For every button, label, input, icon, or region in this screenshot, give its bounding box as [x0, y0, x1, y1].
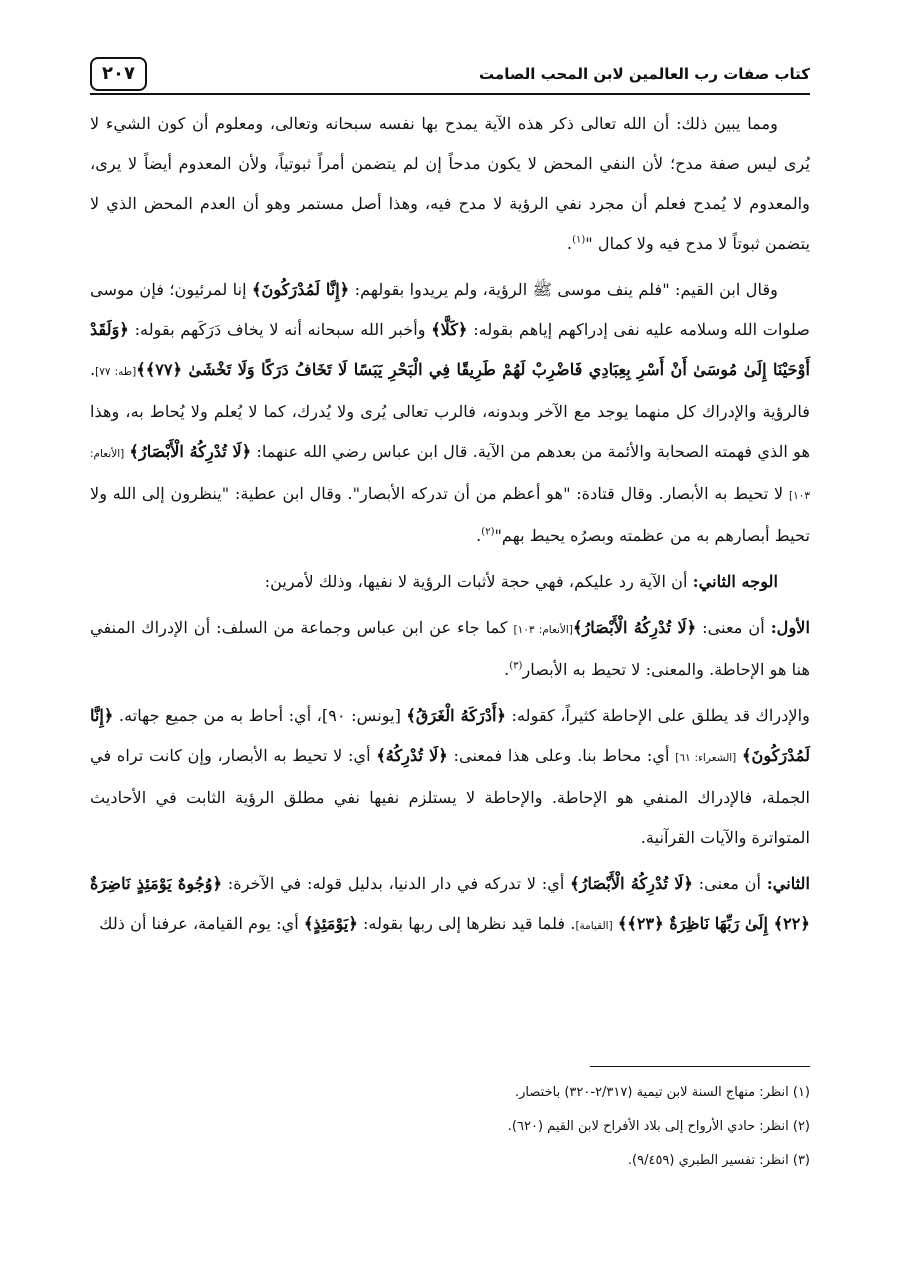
footnote-marker: (٣) — [509, 660, 523, 672]
quran-quote: ﴿لَا تُدْرِكُهُ الْأَبْصَارُ﴾ — [572, 618, 697, 637]
punctuation: . — [476, 526, 482, 545]
paragraph-text: . فالرؤية والإدراك كل منهما يوجد مع الآخر وبدونه، فالرب تعالى يُرى ولا يُدرك، كما لا يُعلم ولا يُحاط به، وهذا هو الذي فهمته الصحابة والأئمة من بعدهم من الآية. قال ابن عباس رضي الله عنهما: — [90, 360, 810, 461]
quran-quote: ﴿لَا تُدْرِكُهُ الْأَبْصَارُ﴾ — [570, 874, 693, 893]
paragraph — [90, 864, 810, 946]
footnote-marker: (٢) — [481, 526, 495, 538]
punctuation: . — [504, 660, 510, 679]
paragraph — [90, 608, 810, 690]
footnote: (١) انظر: منهاج السنة لابن تيمية (٢/٣١٧-٣٢٠) باختصار. — [515, 1085, 810, 1100]
paragraph-text: أي: يوم القيامة، عرفنا أن ذلك — [99, 914, 304, 933]
paragraph-text: والإدراك قد يطلق على الإحاطة كثيراً، كقوله: — [506, 706, 810, 725]
quran-quote: ﴿كَلَّا﴾ — [431, 320, 468, 339]
quran-quote: ﴿إِنَّا لَمُدْرَكُونَ﴾ — [90, 706, 810, 765]
punctuation: . — [566, 234, 573, 253]
quran-quote: ﴿إِنَّا لَمُدْرَكُونَ﴾ — [251, 280, 350, 299]
paragraph — [90, 270, 810, 556]
header-divider — [90, 93, 810, 95]
page-number: ٢٠٧ — [90, 57, 147, 91]
quran-quote: ﴿يَوْمَئِذٍ﴾ — [303, 914, 358, 933]
quran-quote: ﴿لَا تُدْرِكُهُ﴾ — [376, 746, 448, 765]
verse-reference: [الأنعام: ١٠٣] — [90, 448, 810, 502]
footnotes — [90, 1076, 810, 1178]
paragraph-text: أي: لا تدركه في دار الدنيا، بدليل قوله: في الآخرة: — [222, 874, 571, 893]
paragraph — [90, 104, 810, 264]
main-text — [90, 104, 810, 952]
verse-reference: [الشعراء: ٦١] — [675, 752, 737, 764]
footnote: (٢) انظر: حادي الأرواح إلى بلاد الأفراح لابن القيم (٦٢٠). — [507, 1119, 810, 1134]
section-label: الأول: — [770, 618, 810, 637]
page-header — [90, 56, 810, 92]
paragraph-text: وقال ابن القيم: "فلم ينف موسى ﷺ الرؤية، ولم يريدوا بقولهم: — [349, 280, 779, 299]
footnote: (٣) انظر: تفسير الطبري (٩/٤٥٩). — [627, 1153, 810, 1168]
verse-reference: [القيامة] — [575, 920, 613, 932]
paragraph-text: أن الآية رد عليكم، فهي حجة لأثبات الرؤية لا نفيها، وذلك لأمرين: — [264, 572, 693, 591]
section-label: الوجه الثاني: — [692, 572, 778, 591]
book-title: كتاب صفات رب العالمين لابن المحب الصامت — [479, 65, 810, 83]
paragraph-text: وأخبر الله سبحانه أنه لا يخاف دَرَكَهم بقوله: — [128, 320, 432, 339]
paragraph — [90, 562, 810, 602]
paragraph-text: أي: لا تحيط به الأبصار، وإن كانت تراه في الجملة، فالإدراك المنفي هو الإحاطة. والإحاطة لا يستلزم نفيها نفي مطلق الرؤية الثابت في الأحاديث المتواترة والآيات القرآنية. — [90, 746, 810, 847]
quran-quote: ﴿وَلَقَدْ أَوْحَيْنَا إِلَىٰ مُوسَىٰ أَنْ أَسْرِ بِعِبَادِي فَاضْرِبْ لَهُمْ طَرِيقًا فِي الْبَحْرِ يَبَسًا لَا تَخَافُ دَرَكًا وَلَا تَخْشَىٰ ﴿٧٧﴾﴾ — [90, 320, 810, 379]
footnote-marker: (١) — [572, 234, 586, 246]
paragraph — [90, 696, 810, 858]
section-label: الثاني: — [766, 874, 810, 893]
quran-quote: ﴿وُجُوهٌ يَوْمَئِذٍ نَاضِرَةٌ ﴿٢٢﴾ إِلَىٰ رَبِّهَا نَاظِرَةٌ ﴿٢٣﴾﴾ — [90, 874, 810, 933]
footnote-divider — [590, 1066, 810, 1067]
paragraph-text: إنا لمرئيون؛ فإن موسى صلوات الله وسلامه عليه نفى إدراكهم إياهم بقوله: — [90, 280, 810, 339]
paragraph-text: أن معنى: — [692, 874, 767, 893]
paragraph-text: أن معنى: — [696, 618, 771, 637]
verse-reference: [طه: ٧٧] — [95, 366, 137, 378]
paragraph-text: ومما يبين ذلك: أن الله تعالى ذكر هذه الآية يمدح بها نفسه سبحانه وتعالى، ومعلوم أن كون الشيء لا يُرى ليس صفة مدح؛ لأن النفي المحض لا يكون مدحاً إن لم يتضمن أمراً ثبوتياً، ولأن المعدوم أيضاً لا يرى، والمعدوم لا يُمدح فعلم أن مجرد نفي الرؤية لا مدح فيه، وهذا أصل مستمر وهو أن العدم المحض الذي لا يتضمن ثبوتاً لا مدح فيه ولا كمال " — [90, 114, 810, 253]
paragraph-text: ، أي: أحاط به من جميع جهاته. — [113, 706, 322, 725]
quran-quote: ﴿لَا تُدْرِكُهُ الْأَبْصَارُ﴾ — [129, 442, 252, 461]
quran-quote: ﴿أَدْرَكَهُ الْغَرَقُ﴾ — [406, 706, 507, 725]
verse-reference: [الأنعام: ١٠٣] — [513, 624, 573, 636]
paragraph-text: كما جاء عن ابن عباس وجماعة من السلف: أن الإدراك المنفي هنا هو الإحاطة. والمعنى: لا تحيط به الأبصار — [90, 618, 810, 679]
verse-reference: [يونس: ٩٠] — [321, 706, 401, 725]
paragraph-text: لا تحيط به الأبصار. وقال قتادة: "هو أعظم من أن تدركه الأبصار". وقال ابن عطية: "ينظرون إلى الله ولا تحيط أبصارهم به من عظمته وبصرُه يحيط بهم" — [90, 484, 810, 545]
paragraph-text: . فلما قيد نظرها إلى ربها بقوله: — [357, 914, 576, 933]
paragraph-text: أي: محاط بنا. وعلى هذا فمعنى: — [447, 746, 676, 765]
